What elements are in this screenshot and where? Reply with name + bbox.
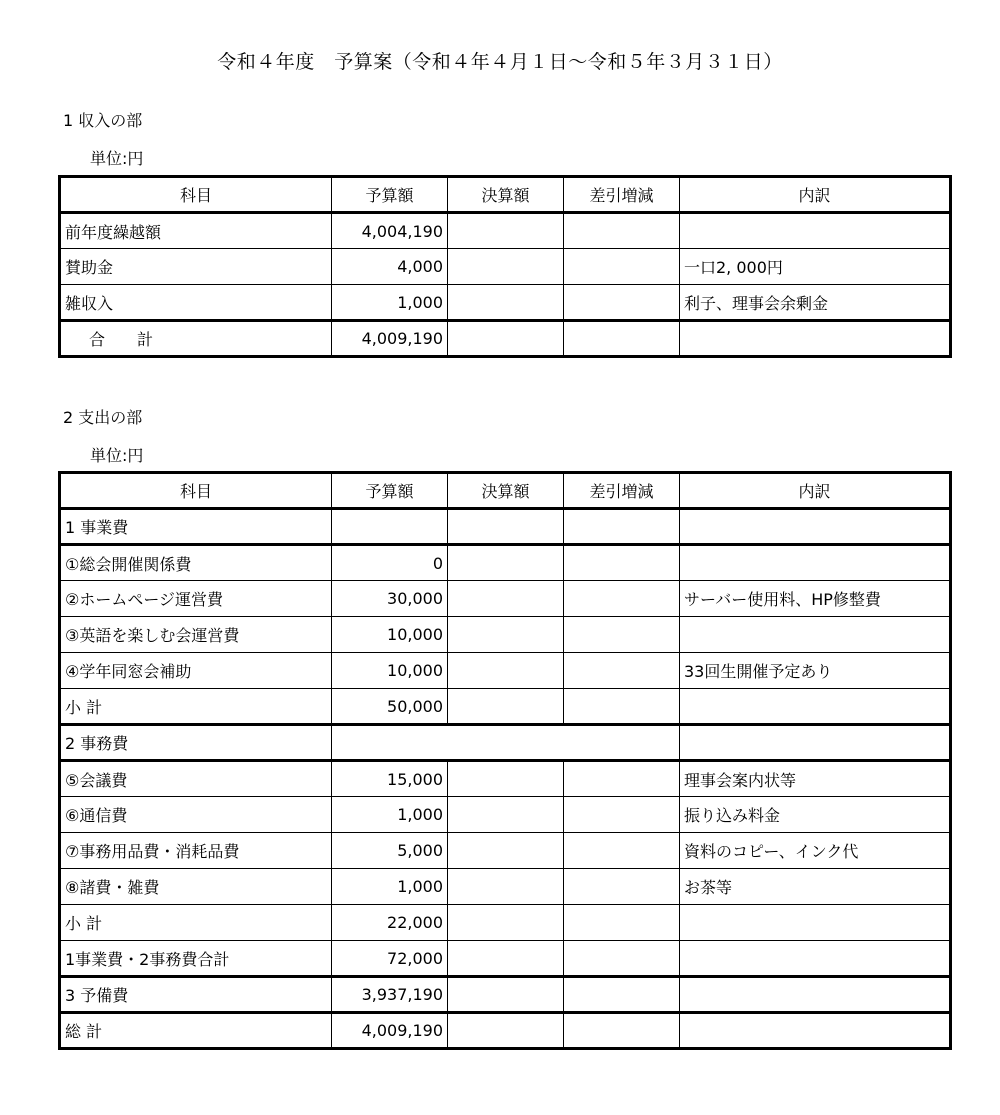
difference-cell	[564, 941, 680, 977]
subject-cell: 前年度繰越額	[60, 213, 332, 249]
settlement-cell	[448, 761, 564, 797]
subtotal-label: 小 計	[60, 905, 332, 941]
settlement-cell	[448, 1013, 564, 1049]
settlement-cell	[448, 617, 564, 653]
table-row	[60, 617, 951, 653]
difference-cell	[564, 833, 680, 869]
settlement-cell	[448, 545, 564, 581]
difference-cell	[564, 617, 680, 653]
table-row	[60, 797, 951, 833]
budget-cell: 1,000	[332, 869, 448, 905]
subject-cell: 賛助金	[60, 249, 332, 285]
difference-cell	[564, 545, 680, 581]
difference-cell	[564, 689, 680, 725]
table-row	[60, 833, 951, 869]
detail-cell: 一口2, 000円	[680, 249, 951, 285]
subject-cell: ③英語を楽しむ会運営費	[60, 617, 332, 653]
grand-total-budget-cell: 4,009,190	[332, 1013, 448, 1049]
column-header-difference: 差引増減	[564, 177, 680, 213]
detail-cell	[680, 1013, 951, 1049]
column-header-subject: 科目	[60, 473, 332, 509]
budget-cell: 1,000	[332, 797, 448, 833]
subject-cell: ①総会開催関係費	[60, 545, 332, 581]
difference-cell	[564, 869, 680, 905]
subject-cell: ⑤会議費	[60, 761, 332, 797]
difference-cell	[564, 213, 680, 249]
expense-section-heading: 2 支出の部	[63, 408, 143, 427]
settlement-cell	[448, 833, 564, 869]
detail-cell	[680, 509, 951, 545]
subtotal-row-business	[60, 689, 951, 725]
settlement-cell	[448, 941, 564, 977]
difference-cell	[564, 1013, 680, 1049]
table-row	[60, 285, 951, 321]
total-label: 合 計	[60, 321, 332, 357]
combined-total-label: 1事業費・2事務費合計	[60, 941, 332, 977]
detail-cell: お茶等	[680, 869, 951, 905]
budget-cell: 4,004,190	[332, 213, 448, 249]
column-header-difference: 差引増減	[564, 473, 680, 509]
detail-cell: 33回生開催予定あり	[680, 653, 951, 689]
budget-cell: 0	[332, 545, 448, 581]
difference-cell	[564, 509, 680, 545]
detail-cell	[680, 213, 951, 249]
group-row-office	[60, 725, 951, 761]
income-total-row	[60, 321, 951, 357]
detail-cell	[680, 941, 951, 977]
budget-cell	[332, 509, 448, 545]
detail-cell	[680, 545, 951, 581]
subtotal-budget-cell: 22,000	[332, 905, 448, 941]
subject-cell: ④学年同窓会補助	[60, 653, 332, 689]
column-header-settlement: 決算額	[448, 473, 564, 509]
column-header-subject: 科目	[60, 177, 332, 213]
detail-cell	[680, 905, 951, 941]
difference-cell	[564, 581, 680, 617]
difference-cell	[564, 321, 680, 357]
settlement-cell	[448, 977, 564, 1013]
settlement-cell	[448, 653, 564, 689]
settlement-cell	[448, 905, 564, 941]
merged-empty-cell	[332, 725, 680, 761]
table-row	[60, 761, 951, 797]
expense-header-row	[60, 473, 951, 509]
detail-cell: 資料のコピー、インク代	[680, 833, 951, 869]
subject-cell: ⑥通信費	[60, 797, 332, 833]
difference-cell	[564, 905, 680, 941]
subject-cell: 雑収入	[60, 285, 332, 321]
column-header-budget: 予算額	[332, 177, 448, 213]
budget-cell: 10,000	[332, 653, 448, 689]
budget-cell: 1,000	[332, 285, 448, 321]
table-row	[60, 653, 951, 689]
difference-cell	[564, 653, 680, 689]
income-table	[58, 175, 952, 358]
detail-cell: 振り込み料金	[680, 797, 951, 833]
table-row	[60, 581, 951, 617]
column-header-detail: 内訳	[680, 177, 951, 213]
combined-total-row	[60, 941, 951, 977]
expense-unit-label: 単位:円	[90, 446, 144, 465]
detail-cell	[680, 977, 951, 1013]
table-row	[60, 249, 951, 285]
difference-cell	[564, 249, 680, 285]
detail-cell	[680, 617, 951, 653]
group-row-business	[60, 509, 951, 545]
grand-total-label: 総 計	[60, 1013, 332, 1049]
document-title: 令和４年度 予算案（令和４年４月１日～令和５年３月３１日）	[217, 51, 783, 73]
difference-cell	[564, 977, 680, 1013]
detail-cell	[680, 321, 951, 357]
difference-cell	[564, 285, 680, 321]
table-row	[60, 869, 951, 905]
settlement-cell	[448, 213, 564, 249]
detail-cell: 理事会案内状等	[680, 761, 951, 797]
settlement-cell	[448, 689, 564, 725]
income-unit-label: 単位:円	[90, 149, 144, 168]
subtotal-budget-cell: 50,000	[332, 689, 448, 725]
budget-cell: 30,000	[332, 581, 448, 617]
column-header-settlement: 決算額	[448, 177, 564, 213]
subtotal-label: 小 計	[60, 689, 332, 725]
subject-cell: ②ホームページ運営費	[60, 581, 332, 617]
settlement-cell	[448, 869, 564, 905]
income-header-row	[60, 177, 951, 213]
subject-cell: ⑧諸費・雑費	[60, 869, 332, 905]
income-section-heading: 1 収入の部	[63, 111, 143, 130]
budget-cell: 5,000	[332, 833, 448, 869]
difference-cell	[564, 797, 680, 833]
detail-cell	[680, 689, 951, 725]
column-header-budget: 予算額	[332, 473, 448, 509]
combined-total-budget-cell: 72,000	[332, 941, 448, 977]
column-header-detail: 内訳	[680, 473, 951, 509]
reserve-label: 3 予備費	[60, 977, 332, 1013]
table-row	[60, 545, 951, 581]
detail-cell	[680, 725, 951, 761]
total-budget-cell: 4,009,190	[332, 321, 448, 357]
budget-cell: 15,000	[332, 761, 448, 797]
subtotal-row-office	[60, 905, 951, 941]
reserve-row	[60, 977, 951, 1013]
detail-cell: サーバー使用料、HP修整費	[680, 581, 951, 617]
reserve-budget-cell: 3,937,190	[332, 977, 448, 1013]
settlement-cell	[448, 285, 564, 321]
expense-table	[58, 471, 952, 1050]
subject-cell: ⑦事務用品費・消耗品費	[60, 833, 332, 869]
settlement-cell	[448, 321, 564, 357]
settlement-cell	[448, 581, 564, 617]
detail-cell: 利子、理事会余剰金	[680, 285, 951, 321]
budget-cell: 4,000	[332, 249, 448, 285]
settlement-cell	[448, 249, 564, 285]
table-row	[60, 213, 951, 249]
settlement-cell	[448, 797, 564, 833]
budget-cell: 10,000	[332, 617, 448, 653]
group-label: 1 事業費	[60, 509, 332, 545]
group-label: 2 事務費	[60, 725, 332, 761]
grand-total-row	[60, 1013, 951, 1049]
settlement-cell	[448, 509, 564, 545]
difference-cell	[564, 761, 680, 797]
